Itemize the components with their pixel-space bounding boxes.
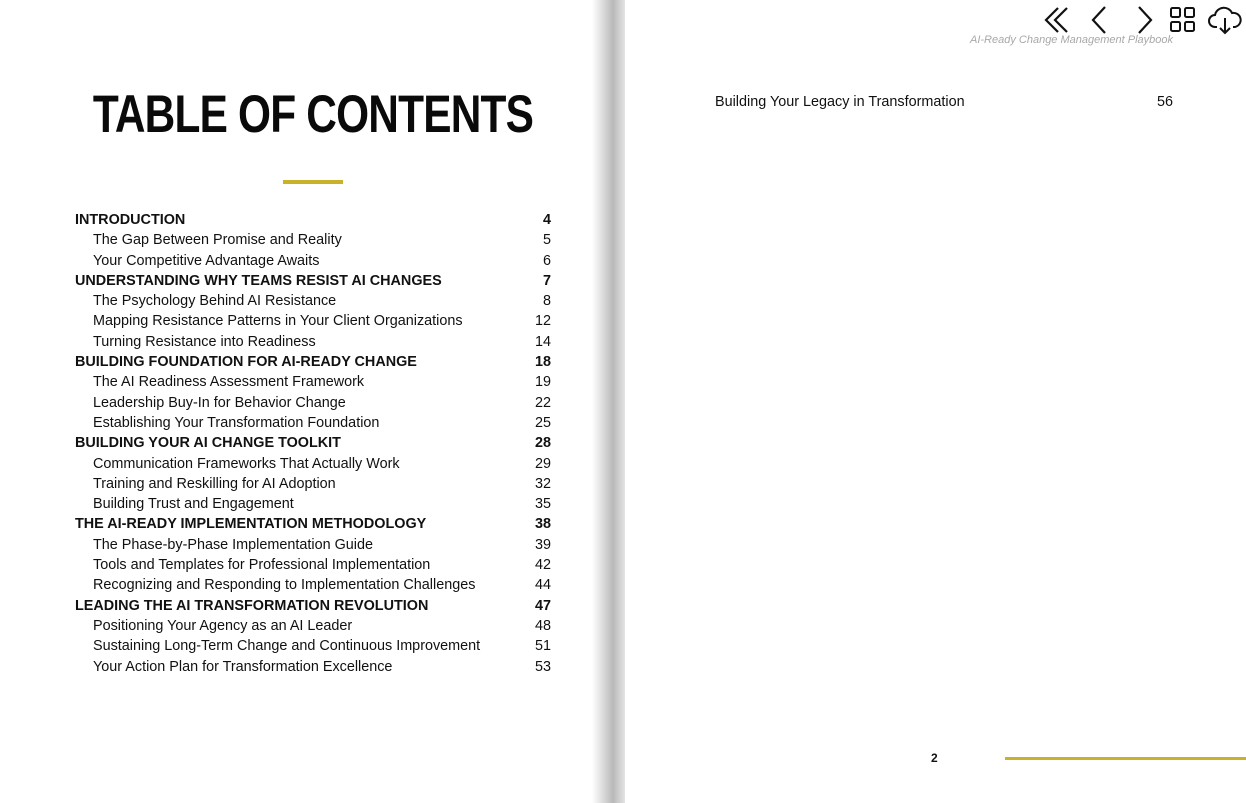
toc-entry-label: BUILDING FOUNDATION FOR AI-READY CHANGE [75,354,417,371]
toc-section-entry[interactable] [75,210,551,230]
toc-entry[interactable] [75,251,551,271]
toc-entry[interactable] [75,454,551,474]
toc-entry-page: 53 [534,658,551,675]
download-button[interactable] [1206,2,1244,38]
toc-entry-label: UNDERSTANDING WHY TEAMS RESIST AI CHANGES [75,272,442,289]
toc-entry-page: 48 [534,617,551,634]
running-header: AI-Ready Change Management Playbook [969,34,1173,46]
toc-entry[interactable] [75,372,551,392]
toc-entry[interactable] [75,311,551,331]
toc-entry-page: 28 [534,435,551,452]
toc-entry-label: Your Competitive Advantage Awaits [93,252,320,269]
toc-entry[interactable] [75,393,551,413]
toc-entry[interactable] [75,413,551,433]
toc-entry-label: Leadership Buy-In for Behavior Change [93,394,346,411]
next-page-button[interactable] [1124,2,1162,38]
toc-entry-page: 29 [534,455,551,472]
chevron-right-icon [1124,2,1162,38]
chevron-left-icon [1082,2,1120,38]
toc-entry-page: 18 [534,354,551,371]
toc-entry[interactable] [75,494,551,514]
toc-entry-page: 56 [1156,94,1173,110]
toc-list [75,210,551,677]
toc-entry-label: The AI Readiness Assessment Framework [93,374,365,391]
toc-entry-label: Building Trust and Engagement [93,496,294,513]
toc-entry-label: BUILDING YOUR AI CHANGE TOOLKIT [75,435,341,452]
grid-icon [1164,2,1202,38]
toc-entry-label: Turning Resistance into Readiness [93,333,316,350]
toc-entry-page: 6 [542,252,551,269]
toc-title: TABLE OF CONTENTS [92,85,534,144]
toc-entry-label: Positioning Your Agency as an AI Leader [93,617,353,634]
thumbnails-button[interactable] [1164,2,1202,38]
toc-entry[interactable] [75,332,551,352]
toc-entry-page: 25 [534,414,551,431]
toc-entry-page: 47 [534,597,551,614]
toc-entry-label: Establishing Your Transformation Foundation [93,414,380,431]
toc-section-entry[interactable] [75,352,551,372]
toc-entry-page: 5 [542,232,551,249]
toc-entry-label: Your Action Plan for Transformation Excellence [93,658,393,675]
toc-entry-label: LEADING THE AI TRANSFORMATION REVOLUTION [75,597,429,614]
toc-entry[interactable] [75,230,551,250]
toc-entry-label: INTRODUCTION [75,212,186,228]
toc-entry[interactable] [75,555,551,575]
viewer-toolbar [1036,0,1246,40]
toc-entry-page: 51 [534,638,551,655]
toc-entry[interactable] [75,575,551,595]
toc-entry[interactable] [75,535,551,555]
previous-page-button[interactable] [1082,2,1120,38]
toc-entry-label: Training and Reskilling for AI Adoption [93,475,336,492]
toc-entry-page: 4 [542,212,551,228]
toc-entry-page: 38 [534,516,551,533]
toc-entry-label: Sustaining Long-Term Change and Continuous Improvement [93,638,481,655]
toc-entry-page: 32 [534,475,551,492]
toc-entry-page: 44 [534,577,551,594]
first-page-button[interactable] [1038,2,1076,38]
toc-entry-page: 19 [534,374,551,391]
left-page [0,0,597,803]
toc-section-entry[interactable] [75,514,551,534]
toc-entry-label: The Gap Between Promise and Reality [93,232,342,249]
toc-entry-label: Tools and Templates for Professional Implementation [93,557,431,574]
toc-entry-page: 14 [534,333,551,350]
toc-entry-label: THE AI-READY IMPLEMENTATION METHODOLOGY [75,516,427,533]
toc-entry-label: Recognizing and Responding to Implementation Challenges [93,577,476,594]
toc-entry-page: 22 [534,394,551,411]
double-chevron-left-icon [1038,2,1076,38]
page-number: 2 [931,751,938,765]
right-page [625,0,1246,803]
toc-entry[interactable] [75,291,551,311]
toc-entry-label: Building Your Legacy in Transformation [715,94,965,110]
toc-entry-page: 35 [534,496,551,513]
toc-section-entry[interactable] [75,433,551,453]
toc-entry-page: 12 [534,313,551,330]
toc-entry-page: 7 [542,272,551,289]
toc-section-entry[interactable] [75,596,551,616]
toc-entry-label: Communication Frameworks That Actually Work [93,455,400,472]
toc-entry[interactable] [75,636,551,656]
cloud-download-icon [1206,2,1244,38]
toc-entry[interactable] [75,616,551,636]
toc-entry-label: The Phase-by-Phase Implementation Guide [93,536,373,553]
toc-entry-page: 39 [534,536,551,553]
toc-entry-label: The Psychology Behind AI Resistance [93,293,337,310]
toc-entry-page: 8 [542,293,551,310]
toc-section-entry[interactable] [75,271,551,291]
toc-entry[interactable] [75,474,551,494]
title-accent-rule [283,180,343,184]
toc-entry-label: Mapping Resistance Patterns in Your Client Organizations [93,313,463,330]
toc-entry-page: 42 [534,557,551,574]
footer-accent-rule [1005,757,1246,760]
toc-entry[interactable] [75,657,551,677]
